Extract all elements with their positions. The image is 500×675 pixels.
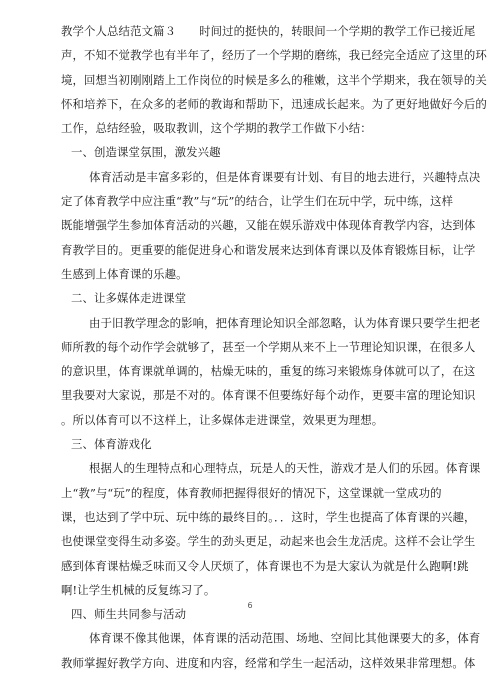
section-heading: 四、师生共同参与活动	[71, 607, 187, 622]
text-line: 的意识里，体育课就单调的，枯燥无味的，重复的练习来锻炼身体就可以了，在这	[61, 364, 476, 379]
text-line: 感到体育课枯燥乏味而又令人厌烦了，体育课也不为是大家认为就是什么跑啊!跳	[61, 558, 469, 573]
document-body	[61, 19, 487, 675]
section-heading: 三、体育游戏化	[71, 437, 152, 452]
text-line: 声，不知不觉教学也有半年了，经历了一个学期的磨练，我已经完全适应了这里的环	[61, 48, 487, 63]
text-line: 也使课堂变得生动多姿。学生的劲头更足，动起来也会生龙活虎。这样不会让学生	[61, 534, 476, 549]
text-line: 里我要对大家说，那是不对的。体育课不但要练好每个动作，更要丰富的理论知识	[61, 388, 476, 403]
text-line: 工作，总结经验，吸取教训，这个学期的教学工作做下小结：	[61, 121, 372, 136]
text-line: 既能增强学生参加体育活动的兴趣，又能在娱乐游戏中体现体育教学内容，达到体	[61, 218, 476, 233]
text-line: 根据人的生理特点和心理特点，玩是人的天性，游戏才是人们的乐园。体育课	[89, 461, 481, 476]
text-line: 由于旧教学理念的影响，把体育理论知识全部忽略，认为体育课只要学生把老	[89, 315, 481, 330]
text-line: 育教学目的。更重要的能促进身心和谐发展来达到体育课以及体育锻炼目标，让学	[61, 242, 476, 257]
text-line: 体育课不像其他课，体育课的活动范围、场地、空间比其他课要大的多，体育	[89, 631, 481, 646]
text-line: 境，回想当初刚刚踏上工作岗位的时候是多么的稚嫩，这半个学期来，我在领导的关	[61, 72, 487, 87]
text-line: 怀和培养下，在众多的老师的教诲和帮助下，迅速成长起来。为了更好地做好今后的	[61, 96, 487, 111]
text-line: 。所以体育可以不这样上，让多媒体走进课堂，效果更为理想。	[61, 412, 384, 427]
text-line: 生感到上体育课的乐趣。	[61, 266, 188, 281]
text-line: 上“教”与“玩”的程度，体育教师把握得很好的情况下，这堂课就一堂成功的	[61, 485, 442, 500]
text-line: 啊!让学生机械的反复练习了。	[61, 582, 216, 597]
text-line: 教学个人总结范文篇３ 时间过的挺快的，转眼间一个学期的教学工作已接近尾	[61, 24, 476, 38]
text-line: 师所教的每个动作学会就够了，甚至一个学期从来不上一节理论知识课，在很多人	[61, 339, 476, 354]
text-line: 定了体育教学中应注重“教”与“玩”的结合，让学生们在玩中学，玩中练，这样	[61, 194, 454, 209]
text-line: 体育活动是丰富多彩的，但是体育课要有计划、有目的地去进行，兴趣特点决	[89, 169, 481, 184]
page-number: 6	[247, 601, 253, 610]
section-heading: 二、让多媒体走进课堂	[71, 291, 187, 306]
text-line: 教师掌握好教学方向、进度和内容，经常和学生一起活动，这样效果非常理想。体	[61, 655, 476, 670]
text-line: 课，也达到了学中玩、玩中练的最终目的。．．这时，学生也提高了体育课的兴趣，	[61, 509, 476, 524]
section-heading: 一、创造课堂氛围，激发兴趣	[71, 145, 221, 160]
